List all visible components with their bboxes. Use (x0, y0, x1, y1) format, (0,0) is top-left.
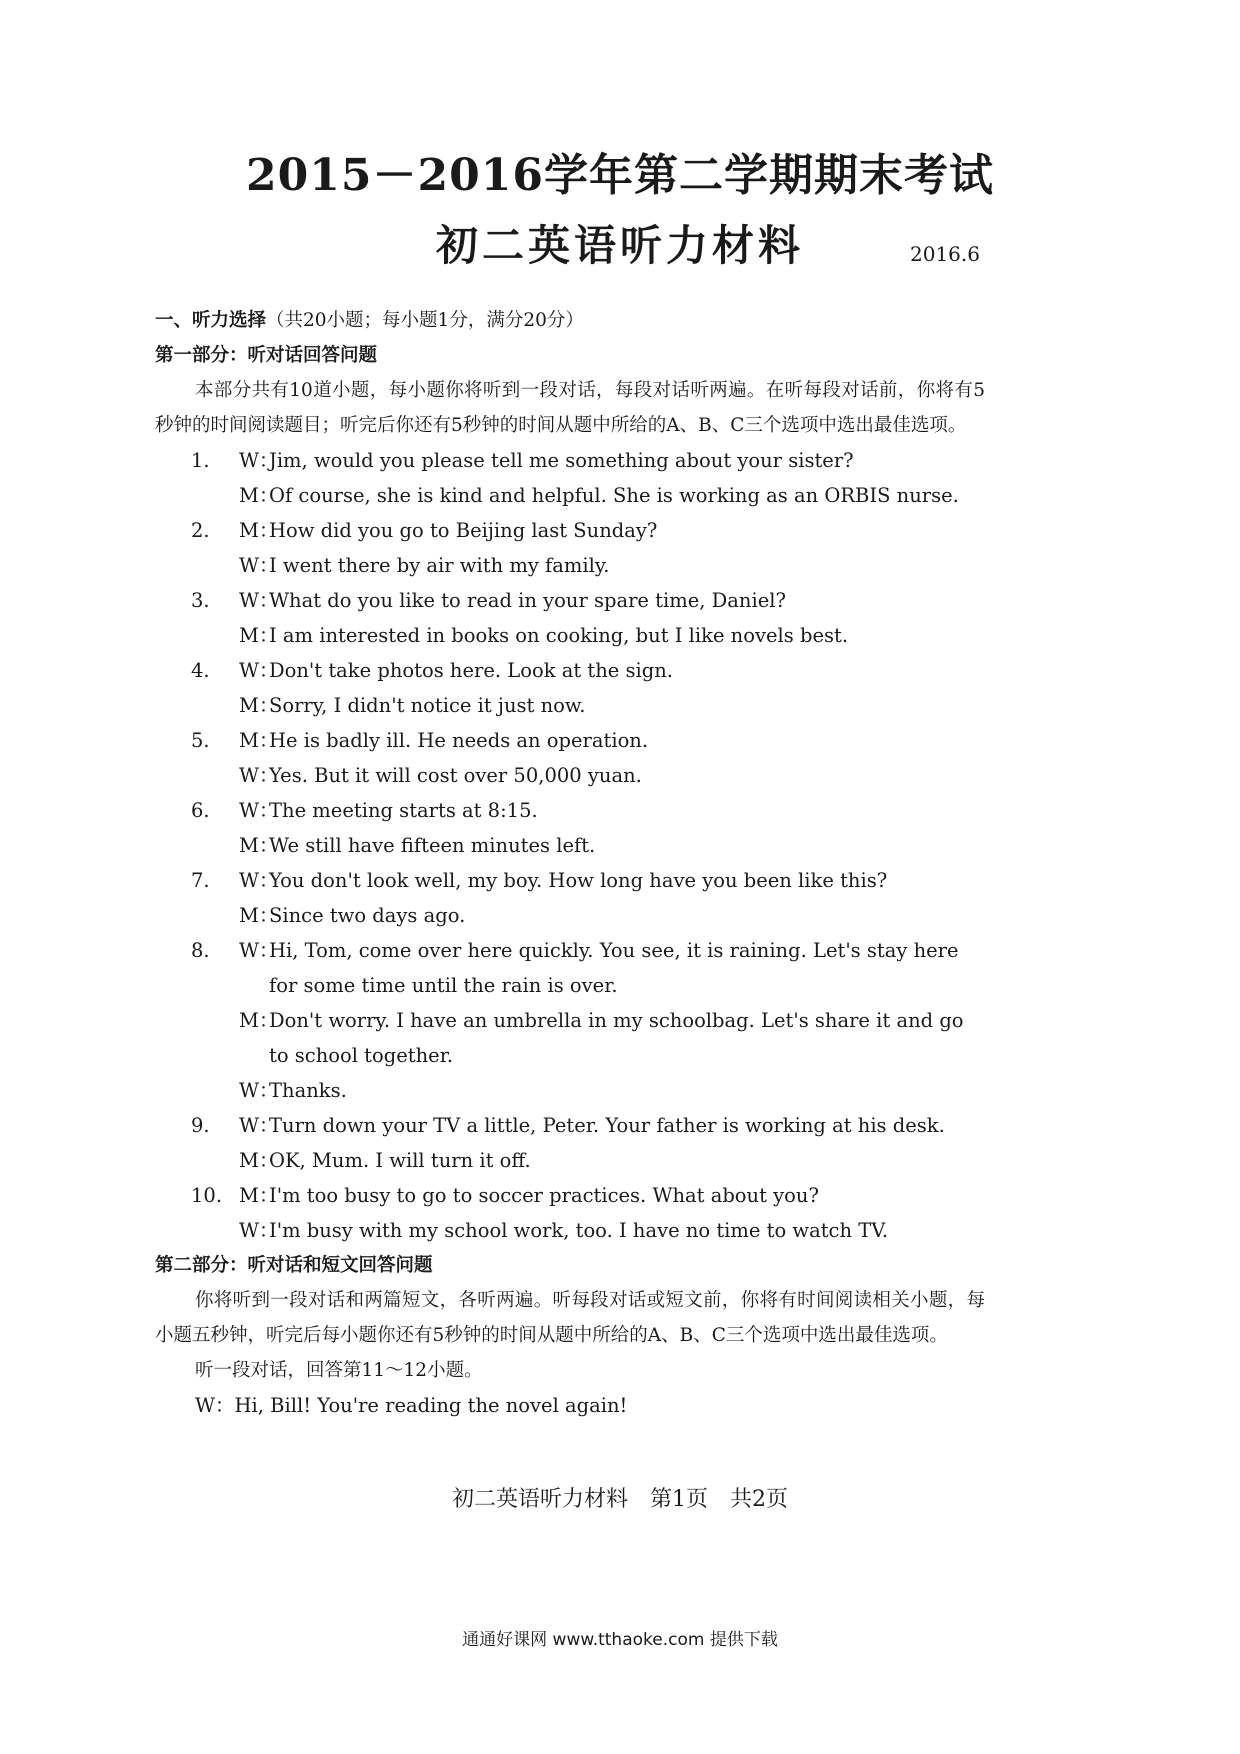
dialogue-text: Thanks. (269, 1079, 347, 1102)
download-watermark: 通通好课网 www.tthaoke.com 提供下载 (462, 1630, 778, 1650)
dialogue-text: He is badly ill. He needs an operation. (269, 729, 649, 752)
question-number: 8. (191, 939, 210, 962)
question-number: 7. (191, 869, 210, 892)
dialogue-text: Since two days ago. (269, 904, 466, 927)
dialogue-line (155, 1143, 985, 1178)
speaker-label: M： (239, 694, 279, 717)
speaker-label: W： (239, 869, 279, 892)
speaker-label: W： (239, 1114, 279, 1137)
section-heading (155, 303, 985, 338)
question-number: 2. (191, 519, 210, 542)
dialogue-text: I'm busy with my school work, too. I have no time to watch TV. (269, 1219, 889, 1242)
speaker-label: W： (239, 589, 279, 612)
speaker-label: W： (239, 1079, 279, 1102)
dialogue-line (155, 898, 985, 933)
content-body (155, 303, 985, 1423)
dialogue-line (155, 828, 985, 863)
dialogue-text: I went there by air with my family. (269, 554, 610, 577)
dialogue-text: The meeting starts at 8:15. (269, 799, 538, 822)
dialogue-text: You don't look well, my boy. How long have you been like this? (269, 869, 888, 892)
question-number: 1. (191, 449, 210, 472)
speaker-label: M： (239, 834, 279, 857)
dialogue-text: Of course, she is kind and helpful. She is working as an ORBIS nurse. (269, 484, 959, 507)
speaker-label: M： (239, 729, 279, 752)
speaker-label: M： (239, 904, 279, 927)
subtitle-row (0, 218, 1240, 274)
dialogue-text: How did you go to Beijing last Sunday? (269, 519, 658, 542)
dialogue-text: Sorry, I didn't notice it just now. (269, 694, 586, 717)
dialogue-text: Don't take photos here. Look at the sign. (269, 659, 673, 682)
speaker-label: W： (239, 764, 279, 787)
dialogue-text: I am interested in books on cooking, but I like novels best. (269, 624, 849, 647)
question-number: 4. (191, 659, 210, 682)
exam-date: 2016.6 (910, 242, 980, 266)
speaker-label: W： (239, 799, 279, 822)
part1-heading: 第一部分：听对话回答问题 (155, 345, 378, 366)
dialogue-text: Turn down your TV a little, Peter. Your father is working at his desk. (269, 1114, 945, 1137)
dialogue-line (155, 933, 985, 1003)
dialogue-text: Don't worry. I have an umbrella in my schoolbag. Let's share it and go to school together. (269, 1009, 964, 1067)
part1-instructions: 本部分共有10道小题，每小题你将听到一段对话，每段对话听两遍。在听每段对话前，你将有5秒钟的时间阅读题目；听完后你还有5秒钟的时间从题中所给的A、B、C三个选项中选出最佳选项。 (155, 380, 985, 436)
dialogue-line (155, 653, 985, 688)
part2-heading: 第二部分：听对话和短文回答问题 (155, 1255, 433, 1276)
dialogue-line (155, 723, 985, 758)
dialogue-text: I'm too busy to go to soccer practices. What about you? (269, 1184, 819, 1207)
dialogue-text: OK, Mum. I will turn it off. (269, 1149, 531, 1172)
dialogue-line (155, 793, 985, 828)
dialogue-line (155, 443, 985, 478)
speaker-label: M： (239, 484, 279, 507)
speaker-label: W： (239, 554, 279, 577)
speaker-label: W： (239, 449, 279, 472)
dialogue-line (155, 618, 985, 653)
dialogue-line (155, 758, 985, 793)
question-number: 3. (191, 589, 210, 612)
dialogue-text: Hi, Tom, come over here quickly. You see, it is raining. Let's stay here for some time until the rain is over. (269, 939, 959, 997)
speaker-label: W： (195, 1394, 235, 1417)
dialogue-text: What do you like to read in your spare time, Daniel? (269, 589, 786, 612)
dialogue-text: Hi, Bill! You're reading the novel again! (234, 1394, 628, 1417)
dialogue-line (155, 863, 985, 898)
speaker-label: M： (239, 1184, 279, 1207)
question-number: 5. (191, 729, 210, 752)
section-title: 一、听力选择 (155, 310, 267, 331)
dialogue-text: Jim, would you please tell me something about your sister? (269, 449, 854, 472)
exam-title: 2015－2016学年第二学期期末考试 (246, 150, 994, 201)
speaker-label: W： (239, 659, 279, 682)
speaker-label: M： (239, 1149, 279, 1172)
dialogue-line (155, 513, 985, 548)
section-note: （共20小题；每小题1分，满分20分） (266, 310, 584, 331)
dialogue-text: We still have fifteen minutes left. (269, 834, 596, 857)
dialogue-line (155, 1388, 985, 1423)
part2-instructions: 你将听到一段对话和两篇短文，各听两遍。听每段对话或短文前，你将有时间阅读相关小题，每小题五秒钟，听完后每小题你还有5秒钟的时间从题中所给的A、B、C三个选项中选出最佳选项。 (155, 1290, 985, 1346)
dialogue-line (155, 583, 985, 618)
dialogue-line (155, 1003, 985, 1073)
dialogue-line (155, 1178, 985, 1213)
exam-subtitle: 初二英语听力材料 (435, 221, 804, 270)
listen-prompt: 听一段对话，回答第11～12小题。 (195, 1360, 483, 1381)
question-number: 10. (191, 1184, 223, 1207)
dialogue-text: Yes. But it will cost over 50,000 yuan. (269, 764, 642, 787)
dialogue-line (155, 1213, 985, 1248)
dialogue-line (155, 688, 985, 723)
speaker-label: M： (239, 519, 279, 542)
question-number: 9. (191, 1114, 210, 1137)
question-number: 6. (191, 799, 210, 822)
speaker-label: M： (239, 1009, 279, 1032)
page-footer: 初二英语听力材料 第1页 共2页 (452, 1487, 788, 1512)
dialogue-line (155, 478, 985, 513)
dialogue-line (155, 1073, 985, 1108)
speaker-label: W： (239, 1219, 279, 1242)
dialogue-line (155, 1108, 985, 1143)
speaker-label: W： (239, 939, 279, 962)
dialogue-line (155, 548, 985, 583)
speaker-label: M： (239, 624, 279, 647)
